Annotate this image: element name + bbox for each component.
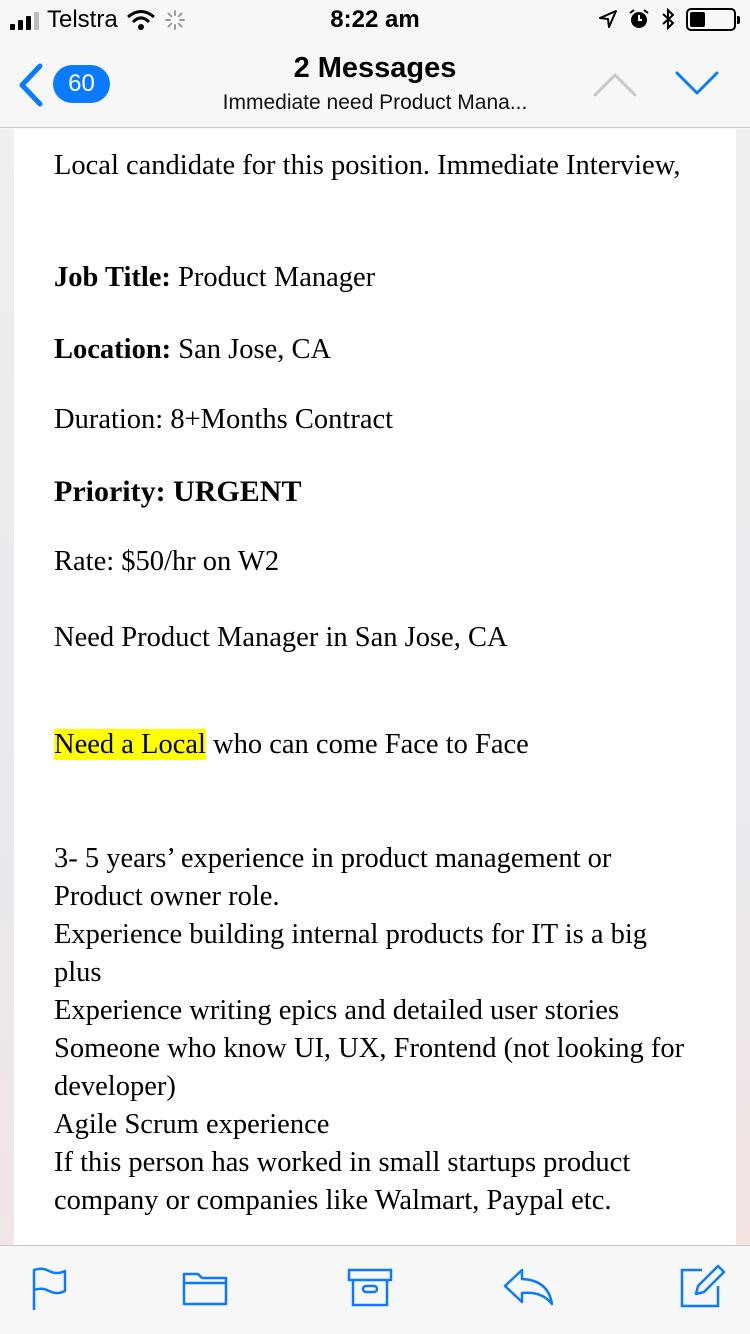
job-title-value: Product Manager [170,262,376,293]
requirement-item: 3- 5 years’ experience in product management or Product owner role. [54,843,612,912]
compose-icon[interactable] [678,1262,726,1310]
location-line [54,331,696,369]
previous-message-chevron-up-icon[interactable] [592,70,638,98]
requirement-item: Experience building internal products for IT is a big plus [54,919,648,988]
priority-line: Priority: URGENT [54,475,302,508]
unread-count-badge[interactable]: 60 [53,65,110,103]
email-body[interactable] [14,129,736,1245]
requirement-item: Experience writing epics and detailed user stories [54,995,620,1026]
rate-line: Rate: $50/hr on W2 [54,546,280,577]
left-margin [0,129,14,1245]
highlighted-text: Need a Local [54,729,206,760]
local-line [54,726,696,764]
local-line-rest: who can come Face to Face [205,729,529,760]
reply-icon[interactable] [502,1266,556,1308]
back-chevron-icon[interactable] [16,62,46,108]
location-label: Location: [54,334,172,365]
duration-line: Duration: 8+Months Contract [54,404,394,435]
next-message-chevron-down-icon[interactable] [674,70,720,98]
status-bar [0,0,750,40]
requirement-item: If this person has worked in small startups product company or companies like Walmart, Paypal etc. [54,1147,631,1216]
thread-title: 2 Messages [293,52,457,84]
carrier-label: Telstra [47,6,118,33]
location-value: San Jose, CA [171,334,332,365]
folder-icon[interactable] [182,1266,228,1308]
need-line: Need Product Manager in San Jose, CA [54,622,508,653]
job-title-line [54,259,696,297]
clock: 8:22 am [330,6,420,33]
requirement-item: Someone who know UI, UX, Frontend (not looking for developer) [54,1033,685,1102]
navigation-bar [0,40,750,128]
right-margin [736,129,750,1245]
battery-icon [686,8,736,31]
intro-text: Local candidate for this position. Immediate Interview, [54,150,681,181]
thread-subject: Immediate need Product Mana... [222,91,528,114]
job-title-label: Job Title: [54,262,171,293]
flag-icon[interactable] [30,1266,68,1312]
archive-icon[interactable] [347,1266,393,1308]
bluetooth-icon [660,7,676,31]
status-icons [598,7,736,31]
location-arrow-icon [598,9,618,29]
alarm-icon [628,8,650,30]
requirement-item: Agile Scrum experience [54,1109,330,1140]
bottom-toolbar [0,1245,750,1334]
requirements-list [54,840,688,1220]
